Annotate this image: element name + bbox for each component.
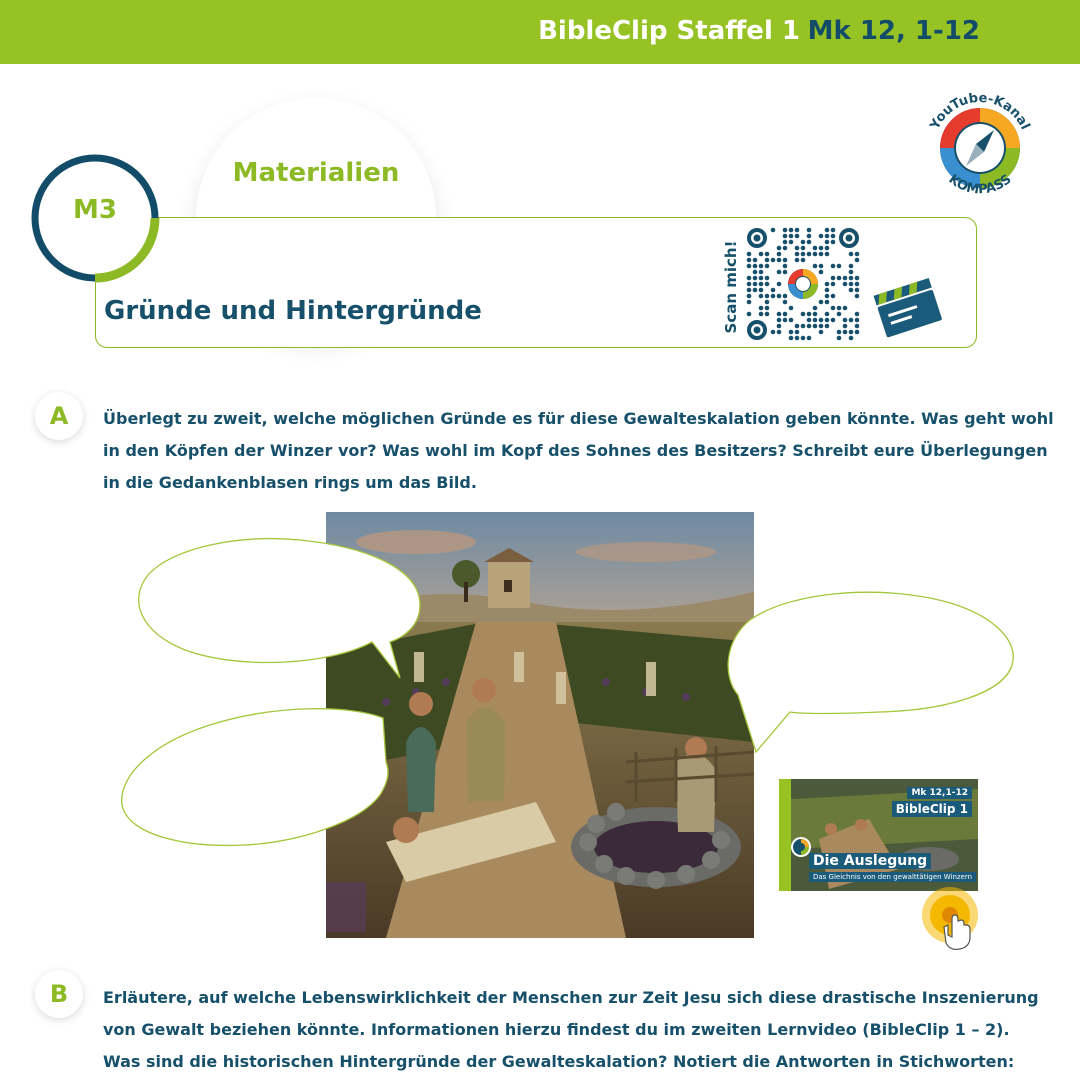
scan-label-text: Scan mich! <box>722 240 740 334</box>
vineyard-illustration <box>326 512 754 938</box>
video-reference: Mk 12,1-12 <box>907 787 972 799</box>
task-a-text <box>103 403 1054 499</box>
task-b-line: von Gewalt beziehen könnte. Informationen hierzu findest du im zweiten Lernvideo (BibleClip 1 – 2). <box>103 1020 1010 1039</box>
clapperboard-icon[interactable] <box>872 272 942 338</box>
play-button-icon[interactable] <box>920 885 980 955</box>
video-series: BibleClip 1 <box>892 801 972 817</box>
task-a-line: Überlegt zu zweit, welche möglichen Gründe es für diese Gewalteskalation geben könnte. Was geht wohl <box>103 409 1054 428</box>
task-b-line: Was sind die historischen Hintergründe der Gewalteskalation? Notiert die Antworten in Stichworten: <box>103 1052 1015 1071</box>
task-b-line: Erläutere, auf welche Lebenswirklichkeit der Menschen zur Zeit Jesu sich diese drastische Inszenierung <box>103 988 1039 1007</box>
qr-code-icon[interactable] <box>746 227 860 341</box>
header-series: BibleClip Staffel 1 <box>538 16 800 46</box>
thought-bubble-right <box>728 592 1013 752</box>
kompass-top-text: YouTube-Kanal <box>927 90 1033 133</box>
task-b-badge: B <box>35 970 83 1018</box>
section-title: Gründe und Hintergründe <box>104 296 482 326</box>
task-a-line: in die Gedankenblasen rings um das Bild. <box>103 473 477 492</box>
header-bar <box>0 0 1080 64</box>
kompass-logo-icon[interactable] <box>920 78 1040 208</box>
kompass-bottom-text: KOMPASS <box>945 171 1015 198</box>
materials-label: Materialien <box>232 158 400 188</box>
scan-label <box>716 231 746 343</box>
task-a-line: in den Köpfen der Winzer vor? Was wohl im Kopf des Sohnes des Besitzers? Schreibt eure Überlegungen <box>103 441 1048 460</box>
video-title: Die Auslegung <box>809 853 931 869</box>
m3-badge-label: M3 <box>73 195 117 225</box>
video-subtitle: Das Gleichnis von den gewalttätigen Winzern <box>809 872 976 882</box>
video-thumbnail[interactable] <box>779 779 978 891</box>
task-a-badge: A <box>35 392 83 440</box>
header-reference: Mk 12, 1-12 <box>807 16 980 46</box>
task-b-text <box>103 982 1039 1078</box>
